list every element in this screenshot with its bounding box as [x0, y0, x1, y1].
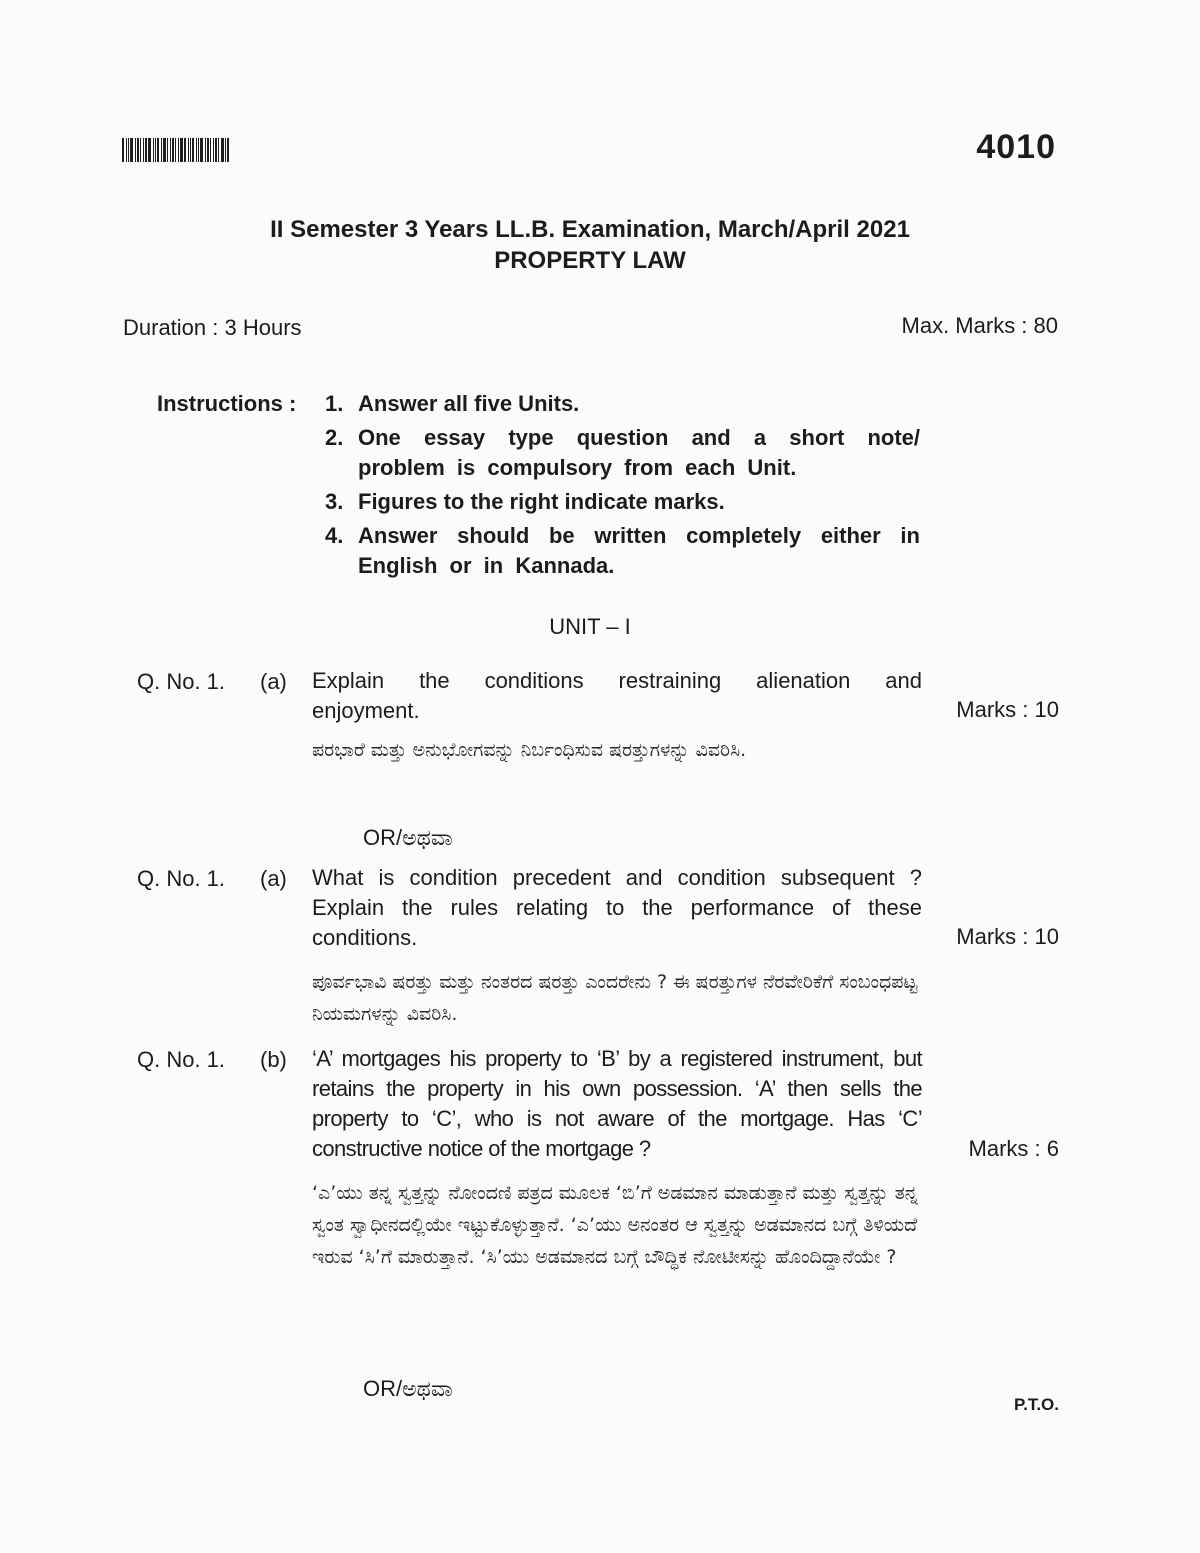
barcode-bar — [227, 138, 229, 162]
barcode-bar — [175, 138, 176, 162]
or-separator: OR/ಅಥವಾ — [363, 825, 453, 850]
instruction-number: 2. — [325, 425, 344, 450]
question-text: What is condition precedent and condition subsequent ? Explain the rules relating to the performance of these conditions. — [312, 865, 922, 950]
barcode-bar — [205, 138, 206, 162]
barcode-bar — [200, 138, 203, 162]
barcode-bar — [225, 138, 226, 162]
barcode-bar — [167, 138, 168, 162]
barcode-bar — [218, 138, 219, 162]
question-text-kannada: ಪೂರ್ವಭಾವಿ ಷರತ್ತು ಮತ್ತು ನಂತರದ ಷರತ್ತು ಎಂದರೇನು ? ಈ ಷರತ್ತುಗಳ ನೆರವೇರಿಕೆಗೆ ಸಂಬಂಧಪಟ್ಟ ನಿಯಮಗಳನ್ನು ವಿವರಿಸಿ. — [312, 971, 918, 1025]
barcode-bar — [188, 138, 189, 162]
barcode-bar — [122, 138, 124, 162]
question-marks: Marks : 6 — [968, 1136, 1059, 1161]
instruction-number: 1. — [325, 391, 344, 416]
question-marks: Marks : 10 — [956, 924, 1059, 949]
instruction-number: 4. — [325, 523, 344, 548]
question-text: ‘A’ mortgages his property to ‘B’ by a registered instrument, but retains the property in his own possession. ‘A’ then sells the property to ‘C’, who is not aware of the mortgage. Has ‘C’ constructive notice of the mortgage ? — [312, 1046, 922, 1161]
exam-title: II Semester 3 Years LL.B. Examination, March/April 2021 — [270, 216, 910, 243]
barcode-bar — [221, 138, 224, 162]
barcode-bar — [207, 138, 209, 162]
barcode-bar — [143, 138, 144, 162]
question-label: Q. No. 1. — [137, 1047, 226, 1072]
duration-text: Duration : 3 Hours — [123, 315, 302, 340]
barcode-bar — [172, 138, 174, 162]
barcode — [122, 138, 242, 162]
barcode-bar — [153, 138, 154, 162]
barcode-bar — [155, 138, 156, 162]
barcode-bar — [178, 138, 179, 162]
barcode-bar — [196, 138, 197, 162]
barcode-bar — [126, 138, 127, 162]
question-sub-label: (b) — [260, 1047, 287, 1072]
unit-heading: UNIT – I — [549, 614, 631, 639]
instructions-list — [325, 389, 920, 585]
instruction-number: 3. — [325, 489, 344, 514]
barcode-bar — [128, 138, 129, 162]
barcode-bar — [140, 138, 141, 162]
paper-code: 4010 — [976, 128, 1056, 166]
pto-label: P.T.O. — [1013, 1395, 1059, 1414]
instruction-text: Answer all five Units. — [358, 391, 580, 416]
barcode-bar — [148, 138, 151, 162]
barcode-bar — [180, 138, 183, 162]
barcode-bar — [213, 138, 214, 162]
barcode-bar — [198, 138, 199, 162]
instruction-text: Answer should be written completely either in English or in Kannada. — [358, 523, 920, 578]
max-marks-text: Max. Marks : 80 — [901, 313, 1058, 338]
barcode-bar — [190, 138, 191, 162]
barcode-bar — [137, 138, 139, 162]
barcode-bar — [184, 138, 186, 162]
instructions-label: Instructions : — [157, 391, 297, 416]
or-separator: OR/ಅಥವಾ — [363, 1376, 453, 1401]
instruction-item — [325, 423, 920, 483]
barcode-bar — [145, 138, 147, 162]
question-text-kannada: ಪರಭಾರೆ ಮತ್ತು ಅನುಭೋಗವನ್ನು ನಿರ್ಬಂಧಿಸುವ ಷರತ್ತುಗಳನ್ನು ವಿವರಿಸಿ. — [312, 739, 747, 761]
barcode-bar — [215, 138, 217, 162]
barcode-bar — [170, 138, 171, 162]
question-text-kannada: ‘ಎ’ಯು ತನ್ನ ಸ್ವತ್ತನ್ನು ನೋಂದಣಿ ಪತ್ರದ ಮೂಲಕ ‘ಬಿ’ಗೆ ಅಡಮಾನ ಮಾಡುತ್ತಾನೆ ಮತ್ತು ಸ್ವತ್ತನ್ನು ತನ್ನ ಸ್ವಂತ ಸ್ವಾಧೀನದಲ್ಲಿಯೇ ಇಟ್ಟುಕೊಳ್ಳುತ್ತಾನೆ. ‘ಎ’ಯು ಅನಂತರ ಆ ಸ್ವತ್ತನ್ನು ಅಡಮಾನದ ಬಗ್ಗೆ ತಿಳಿಯದೆ ಇರುವ ‘ಸಿ’ಗೆ ಮಾರುತ್ತಾನೆ. ‘ಸಿ’ಯು ಅಡಮಾನದ ಬಗ್ಗೆ ಬೌದ್ಧಿಕ ನೋಟೀಸನ್ನು ಹೊಂದಿದ್ದಾನೆಯೇ ? — [312, 1182, 918, 1268]
question-label: Q. No. 1. — [137, 669, 226, 694]
exam-title-block — [0, 214, 1180, 276]
barcode-bar — [130, 138, 133, 162]
instruction-item — [325, 389, 920, 419]
barcode-bar — [161, 138, 162, 162]
question-marks: Marks : 10 — [956, 697, 1059, 722]
instruction-item — [325, 487, 920, 517]
barcode-bar — [210, 138, 211, 162]
question-text: Explain the conditions restraining alienation and enjoyment. — [312, 668, 922, 723]
question-label: Q. No. 1. — [137, 866, 226, 891]
barcode-bar — [192, 138, 194, 162]
barcode-bar — [157, 138, 159, 162]
instruction-text: Figures to the right indicate marks. — [358, 489, 725, 514]
barcode-bar — [163, 138, 166, 162]
exam-subject: PROPERTY LAW — [494, 247, 686, 274]
question-sub-label: (a) — [260, 866, 287, 891]
barcode-bar — [135, 138, 136, 162]
instruction-text: One essay type question and a short note/ problem is compulsory from each Unit. — [358, 425, 920, 480]
question-sub-label: (a) — [260, 669, 287, 694]
instruction-item — [325, 521, 920, 581]
